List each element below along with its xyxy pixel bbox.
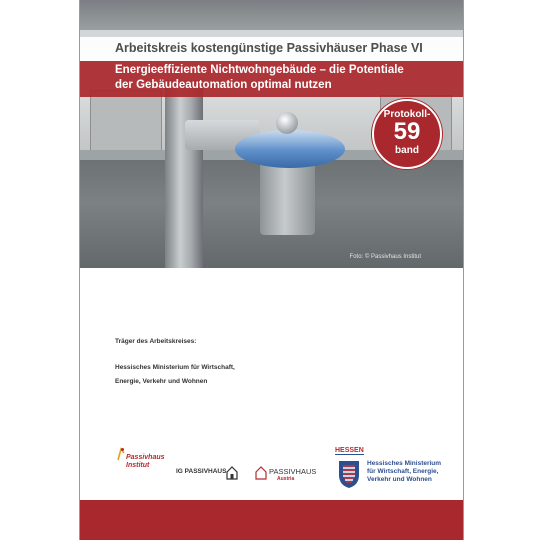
hessen-wordmark: HESSEN bbox=[335, 447, 364, 454]
passivhaus-austria-logo-line-2: Austria bbox=[277, 476, 295, 482]
footer-band bbox=[80, 500, 463, 540]
passivhaus-institut-logo bbox=[116, 447, 171, 489]
hessen-ministry-line-1: Hessisches Ministerium bbox=[367, 460, 442, 467]
hessen-ministry-line-3: Verkehr und Wohnen bbox=[367, 476, 432, 483]
hessen-ministry-logo bbox=[335, 447, 460, 492]
passivhaus-austria-logo bbox=[255, 466, 317, 488]
hessen-ministry-line-2: für Wirtschaft, Energie, bbox=[367, 468, 439, 475]
cover-page bbox=[79, 0, 464, 540]
photo-sensor-dome bbox=[276, 112, 298, 134]
sponsor-ministry-line-2: Energie, Verkehr und Wohnen bbox=[115, 378, 208, 385]
passivhaus-institut-mark-icon bbox=[116, 447, 126, 461]
main-title-line-1: Energieeffiziente Nichtwohngebäude – die Potentiale bbox=[115, 64, 404, 76]
main-title-line-2: der Gebäudeautomation optimal nutzen bbox=[115, 79, 332, 91]
sponsor-label: Träger des Arbeitskreises: bbox=[115, 338, 197, 345]
ig-passivhaus-logo-text: IG PASSIVHAUS bbox=[176, 468, 227, 475]
ig-passivhaus-logo bbox=[176, 466, 240, 486]
sponsor-ministry bbox=[115, 361, 235, 389]
photo-background-hill bbox=[80, 0, 463, 30]
photo-sensor-body bbox=[260, 160, 315, 235]
house-icon bbox=[255, 466, 267, 480]
badge-label-top: Protokoll- bbox=[383, 109, 431, 120]
series-title-band bbox=[80, 37, 463, 61]
hessen-lion-crest-icon bbox=[337, 459, 361, 489]
badge-number: 59 bbox=[393, 118, 421, 145]
protocol-volume-badge bbox=[372, 99, 442, 169]
photo-sensor-cap bbox=[235, 130, 345, 168]
house-icon bbox=[226, 466, 238, 480]
series-title: Arbeitskreis kostengünstige Passivhäuser Phase VI bbox=[115, 41, 423, 55]
passivhaus-austria-logo-line-1: PASSIVHAUS bbox=[269, 467, 317, 476]
badge-label-bottom: band bbox=[395, 145, 419, 156]
photo-credit: Foto: © Passivhaus Institut bbox=[349, 254, 421, 260]
main-title-band bbox=[80, 61, 463, 97]
sponsor-ministry-line-1: Hessisches Ministerium für Wirtschaft, bbox=[115, 364, 235, 371]
photo-pole bbox=[165, 80, 203, 268]
passivhaus-institut-logo-line-1: Passivhaus bbox=[126, 454, 165, 461]
passivhaus-institut-logo-line-2: Institut bbox=[126, 462, 150, 469]
